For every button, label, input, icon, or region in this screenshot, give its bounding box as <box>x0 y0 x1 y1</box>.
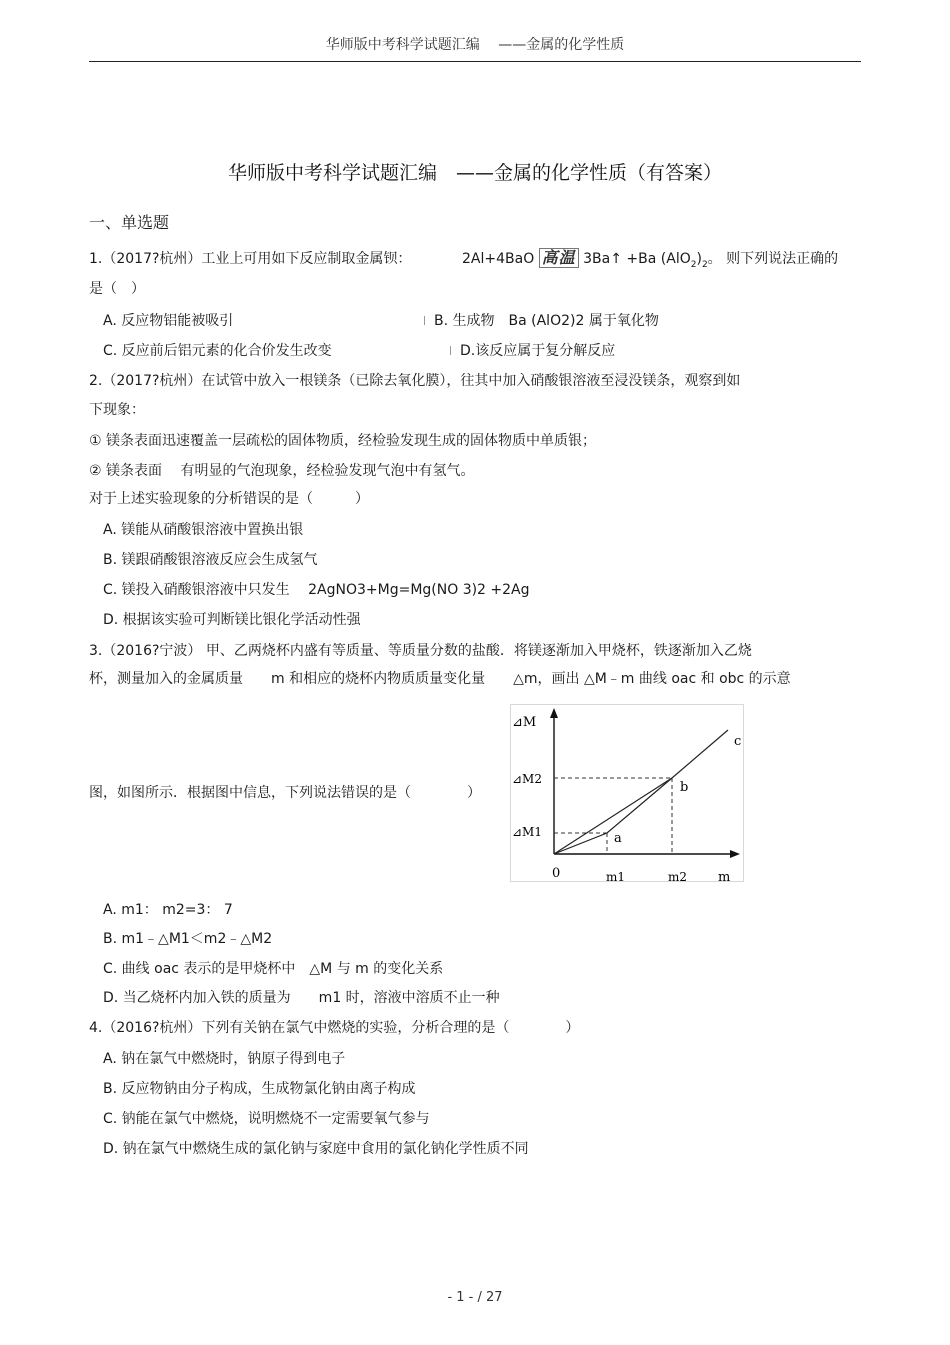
q4-option-d: D. 钠在氯气中燃烧生成的氯化钠与家庭中食用的氯化钠化学性质不同 <box>103 1141 529 1157</box>
q2-observation-2: ② 镁条表面 有明显的气泡现象，经检验发现气泡中有氢气。 <box>89 463 475 479</box>
q3-option-b: B. m1﹣△M1＜m2﹣△M2 <box>103 931 273 947</box>
q3-option-a: A. m1： m2=3： 7 <box>103 902 233 918</box>
section-heading: 一、单选题 <box>89 213 170 232</box>
q1-option-c: C. 反应前后铝元素的化合价发生改变 <box>103 343 332 359</box>
document-title: 华师版中考科学试题汇编 ——金属的化学性质（有答案） <box>227 162 722 184</box>
q4-option-a: A. 钠在氯气中燃烧时，钠原子得到电子 <box>103 1051 346 1067</box>
delta-m-graph <box>510 704 750 886</box>
q3-option-c: C. 曲线 oac 表示的是甲烧杯中 △M 与 m 的变化关系 <box>103 961 444 977</box>
y-tick-m2: ⊿M2 <box>512 772 542 786</box>
q1-option-d: D.该反应属于复分解反应 <box>450 341 615 361</box>
q4-option-b: B. 反应物钠由分子构成，生成物氯化钠由离子构成 <box>103 1081 416 1097</box>
curve-obc <box>554 778 672 854</box>
q4-option-c: C. 钠能在氯气中燃烧，说明燃烧不一定需要氧气参与 <box>103 1111 430 1127</box>
q1-equation-sub: 2 <box>690 259 697 270</box>
q3-stem-end: 图，如图所示．根据图中信息，下列说法错误的是（ ） <box>89 785 481 801</box>
q1-stem-tail: 。 则下列说法正确的 <box>707 251 839 267</box>
q3-option-d: D. 当乙烧杯内加入铁的质量为 m1 时，溶液中溶质不止一种 <box>103 990 500 1006</box>
point-a-label: a <box>614 831 622 846</box>
q1-stem-text: 1.（2017?杭州）工业上可用如下反应制取金属钡： <box>89 251 412 267</box>
curve-common-c <box>672 730 728 778</box>
x-tick-m1: m1 <box>606 870 626 884</box>
header-rule <box>89 61 861 62</box>
q1-equation-tail: ) <box>696 251 702 267</box>
q2-option-a: A. 镁能从硝酸银溶液中置换出银 <box>103 522 304 538</box>
point-b-label: b <box>680 780 689 795</box>
q1-equation-right: 3Ba↑ +Ba (AlO <box>583 251 691 267</box>
q3-stem: 3.（2016?宁波） 甲、乙两烧杯内盛有等质量、等质量分数的盐酸．将镁逐渐加入甲烧杯，铁逐渐加入乙烧 <box>89 643 752 659</box>
q2-stem-cont: 下现象： <box>89 402 145 418</box>
q1-stem-end: 是（ ） <box>89 281 145 297</box>
y-axis-arrow <box>550 708 558 718</box>
q2-option-b: B. 镁跟硝酸银溶液反应会生成氢气 <box>103 552 318 568</box>
q2-stem: 2.（2017?杭州）在试管中放入一根镁条（已除去氧化膜），往其中加入硝酸银溶液至浸没镁条，观察到如 <box>89 373 741 389</box>
x-axis-arrow <box>730 850 740 858</box>
q1-equation <box>462 248 838 275</box>
graph-frame <box>511 705 744 882</box>
y-axis-label: ⊿M <box>512 715 537 730</box>
running-header: 华师版中考科学试题汇编 ——金属的化学性质 <box>325 37 625 53</box>
q1-stem <box>89 249 411 269</box>
q2-option-d: D. 根据该实验可判断镁比银化学活动性强 <box>103 612 361 628</box>
origin-label: 0 <box>552 866 561 881</box>
point-c-label: c <box>734 734 742 749</box>
q1-option-a: A. 反应物铝能被吸引 <box>103 313 234 329</box>
page-number: - 1 - / 27 <box>447 1290 503 1305</box>
q1-equation-sub2: 2 <box>701 259 708 270</box>
q2-question: 对于上述实验现象的分析错误的是（ ） <box>89 491 369 507</box>
q3-stem-cont: 杯，测量加入的金属质量 m 和相应的烧杯内物质质量变化量 △m，画出 △M﹣m 曲线 oac 和 obc 的示意 <box>89 671 791 687</box>
q1-equation-left: 2Al+4BaO <box>462 251 535 267</box>
x-axis-label: m <box>718 870 731 885</box>
q2-observation-1: ① 镁条表面迅速覆盖一层疏松的固体物质，经检验发现生成的固体物质中单质银； <box>89 433 596 449</box>
q2-option-c: C. 镁投入硝酸银溶液中只发生 2AgNO3+Mg=Mg(NO 3)2 +2Ag <box>103 582 530 598</box>
x-tick-m2: m2 <box>668 870 688 884</box>
q4-stem: 4.（2016?杭州）下列有关钠在氯气中燃烧的实验，分析合理的是（ ） <box>89 1020 580 1036</box>
q1-option-b: B. 生成物 Ba (AlO2)2 属于氧化物 <box>424 311 659 331</box>
q1-reaction-condition: 高温 <box>539 248 579 268</box>
y-tick-m1: ⊿M1 <box>512 825 542 839</box>
